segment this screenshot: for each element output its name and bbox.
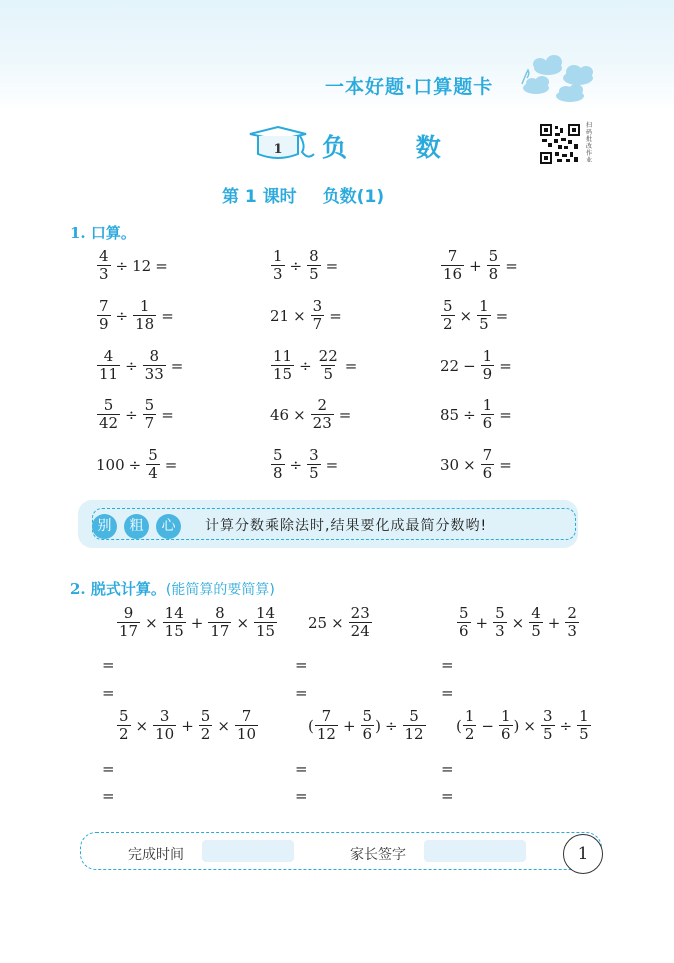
fraction <box>117 708 131 743</box>
numerator: 5 <box>200 707 211 725</box>
fraction <box>235 708 258 743</box>
operator: ÷ <box>115 256 129 275</box>
denominator: 5 <box>579 725 589 743</box>
numerator: 8 <box>149 347 159 365</box>
numerator: 3 <box>309 446 319 464</box>
operator: = <box>164 455 178 474</box>
oral-calc-problem <box>96 248 172 283</box>
operator: × <box>293 306 306 325</box>
fraction <box>565 605 579 640</box>
numerator: 5 <box>459 604 469 622</box>
fraction <box>271 447 285 482</box>
operator: + <box>475 613 489 632</box>
denominator: 3 <box>495 622 505 640</box>
term: ) <box>513 716 520 735</box>
oral-calc-problem <box>96 348 187 383</box>
numerator: 1 <box>139 297 150 315</box>
numerator: 2 <box>317 396 327 414</box>
fraction <box>254 605 277 640</box>
numerator: 1 <box>482 347 493 365</box>
fraction <box>441 298 455 333</box>
numerator: 5 <box>273 446 283 464</box>
operator: ÷ <box>299 356 312 375</box>
denominator: 16 <box>443 265 463 283</box>
fraction <box>493 605 507 640</box>
oral-calc-problem <box>440 447 516 482</box>
numerator: 5 <box>495 604 505 622</box>
fraction <box>477 298 491 333</box>
operator: × <box>236 613 250 632</box>
answer-line-equals: = <box>102 760 115 778</box>
stepwise-problem <box>116 605 278 640</box>
tip-badge-char: 别 <box>92 514 117 539</box>
numerator: 7 <box>99 297 109 315</box>
numerator: 1 <box>464 707 475 725</box>
oral-calc-problem <box>270 447 342 482</box>
answer-line-equals: = <box>441 684 454 702</box>
qr-code-icon[interactable] <box>540 124 580 164</box>
numerator: 1 <box>273 247 283 265</box>
term: 22 <box>440 356 460 375</box>
numerator: 7 <box>447 247 458 265</box>
operator: ÷ <box>128 455 142 474</box>
denominator: 6 <box>362 725 373 743</box>
operator: × <box>217 716 230 735</box>
operator: − <box>481 716 494 735</box>
oral-calc-problem <box>96 447 181 482</box>
answer-line-equals: = <box>441 656 454 674</box>
operator: + <box>342 716 356 735</box>
denominator: 17 <box>119 622 139 640</box>
numerator: 4 <box>103 347 114 365</box>
denominator: 8 <box>488 265 499 283</box>
answer-line-equals: = <box>295 684 308 702</box>
graduation-cap-icon <box>248 126 318 162</box>
operator: × <box>293 405 306 424</box>
operator: + <box>469 256 482 275</box>
denominator: 2 <box>464 725 475 743</box>
operator: × <box>331 613 344 632</box>
fraction <box>317 348 340 383</box>
qr-caption: 扫码批改作业 <box>586 122 593 164</box>
numerator: 1 <box>500 707 511 725</box>
oral-calc-problem <box>96 298 178 333</box>
denominator: 2 <box>200 725 211 743</box>
numerator: 5 <box>103 396 114 414</box>
fraction <box>541 708 555 743</box>
operator: = <box>495 306 509 325</box>
denominator: 10 <box>236 725 257 743</box>
denominator: 6 <box>459 622 469 640</box>
operator: ÷ <box>559 716 573 735</box>
denominator: 11 <box>99 365 119 383</box>
operator: − <box>463 356 476 375</box>
operator: × <box>511 613 525 632</box>
numerator: 4 <box>99 247 109 265</box>
operator: × <box>463 455 476 474</box>
fraction <box>271 348 294 383</box>
section2-heading: 2. 脱式计算。(能简算的要简算) <box>70 580 275 598</box>
denominator: 6 <box>500 725 511 743</box>
lesson-subtitle: 第 1 课时 负数(1) <box>222 187 385 207</box>
fraction <box>271 248 285 283</box>
operator: = <box>499 405 512 424</box>
parent-signature-label: 家长签字 <box>350 847 406 863</box>
numerator: 3 <box>542 707 553 725</box>
fraction <box>481 447 495 482</box>
answer-line-equals: = <box>102 684 115 702</box>
completion-time-field[interactable] <box>202 840 294 862</box>
numerator: 3 <box>312 297 323 315</box>
fraction <box>97 298 111 333</box>
operator: = <box>161 306 174 325</box>
oral-calc-problem <box>440 348 516 383</box>
oral-calc-problem <box>440 248 522 283</box>
numerator: 5 <box>144 396 155 414</box>
denominator: 9 <box>482 365 493 383</box>
answer-line-equals: = <box>295 656 308 674</box>
term: 12 <box>132 256 152 275</box>
operator: ÷ <box>463 405 476 424</box>
term: 21 <box>270 306 290 325</box>
oral-calc-problem <box>440 298 512 333</box>
denominator: 6 <box>482 464 493 482</box>
fraction <box>208 605 231 640</box>
operator: ÷ <box>115 306 129 325</box>
numerator: 3 <box>159 707 170 725</box>
denominator: 5 <box>479 315 489 333</box>
answer-line-equals: = <box>102 656 115 674</box>
fraction <box>481 348 495 383</box>
denominator: 17 <box>210 622 230 640</box>
stepwise-problem <box>456 605 580 640</box>
numerator: 5 <box>362 707 373 725</box>
denominator: 5 <box>542 725 553 743</box>
term: ( <box>456 716 462 735</box>
term: 100 <box>96 455 125 474</box>
fraction <box>487 248 501 283</box>
tip-text: 计算分数乘除法时,结果要化成最简分数哟! <box>205 518 488 534</box>
numerator: 7 <box>321 707 332 725</box>
fraction <box>133 298 156 333</box>
stepwise-problem <box>308 605 373 640</box>
numerator: 8 <box>215 604 225 622</box>
oral-calc-problem <box>96 397 178 432</box>
operator: ÷ <box>125 405 138 424</box>
fraction <box>199 708 213 743</box>
brand-title: 一本好题·口算题卡 <box>325 76 494 98</box>
operator: ÷ <box>289 455 303 474</box>
numerator: 11 <box>273 347 293 365</box>
tip-badge-char: 心 <box>156 514 181 539</box>
numerator: 1 <box>479 297 489 315</box>
denominator: 33 <box>144 365 164 383</box>
term: ( <box>308 716 314 735</box>
fraction <box>97 348 120 383</box>
numerator: 5 <box>488 247 499 265</box>
fraction <box>307 447 321 482</box>
denominator: 8 <box>273 464 283 482</box>
numerator: 23 <box>350 604 370 622</box>
numerator: 1 <box>482 396 493 414</box>
operator: = <box>499 455 512 474</box>
oral-calc-problem <box>270 397 355 432</box>
oral-calc-problem <box>270 248 342 283</box>
denominator: 5 <box>323 365 333 383</box>
fraction <box>349 605 372 640</box>
fraction <box>481 397 495 432</box>
fraction <box>153 708 176 743</box>
answer-line-equals: = <box>441 787 454 805</box>
page-title: 负 数 <box>322 133 471 162</box>
denominator: 42 <box>99 414 119 432</box>
denominator: 15 <box>273 365 293 383</box>
operator: = <box>170 356 184 375</box>
oral-calc-problem <box>270 348 361 383</box>
fraction <box>143 348 166 383</box>
fraction <box>97 248 111 283</box>
denominator: 12 <box>404 725 424 743</box>
denominator: 3 <box>99 265 109 283</box>
numerator: 8 <box>309 247 319 265</box>
denominator: 3 <box>567 622 577 640</box>
fraction <box>361 708 375 743</box>
operator: + <box>547 613 561 632</box>
fraction <box>163 605 186 640</box>
operator: ÷ <box>384 716 398 735</box>
fraction <box>311 397 334 432</box>
operator: + <box>190 613 204 632</box>
numerator: 9 <box>123 604 134 622</box>
denominator: 10 <box>155 725 175 743</box>
numerator: 4 <box>531 604 541 622</box>
operator: ÷ <box>125 356 138 375</box>
operator: = <box>161 405 174 424</box>
operator: = <box>344 356 358 375</box>
operator: = <box>505 256 518 275</box>
denominator: 2 <box>119 725 129 743</box>
stepwise-problem <box>456 708 592 743</box>
denominator: 5 <box>531 622 541 640</box>
denominator: 9 <box>99 315 109 333</box>
oral-calc-problem <box>440 397 516 432</box>
answer-line-equals: = <box>102 787 115 805</box>
operator: = <box>329 306 342 325</box>
numerator: 14 <box>164 604 184 622</box>
answer-line-equals: = <box>295 787 308 805</box>
fraction <box>463 708 477 743</box>
numerator: 7 <box>241 707 252 725</box>
denominator: 24 <box>350 622 370 640</box>
oral-calc-problem <box>270 298 346 333</box>
denominator: 4 <box>148 464 158 482</box>
parent-signature-field[interactable] <box>424 840 526 862</box>
operator: = <box>325 455 339 474</box>
section1-heading: 1. 口算。 <box>70 224 136 242</box>
fraction <box>143 397 157 432</box>
fraction <box>441 248 464 283</box>
fraction <box>457 605 471 640</box>
denominator: 23 <box>312 414 332 432</box>
numerator: 5 <box>119 707 129 725</box>
answer-line-equals: = <box>295 760 308 778</box>
numerator: 7 <box>482 446 493 464</box>
denominator: 3 <box>273 265 283 283</box>
term: 46 <box>270 405 290 424</box>
numerator: 5 <box>409 707 419 725</box>
fraction <box>146 447 160 482</box>
numerator: 1 <box>579 707 589 725</box>
term: 25 <box>308 613 328 632</box>
answer-line-equals: = <box>441 760 454 778</box>
fraction <box>117 605 140 640</box>
completion-time-label: 完成时间 <box>128 847 184 863</box>
operator: × <box>135 716 149 735</box>
denominator: 5 <box>309 265 319 283</box>
term: 85 <box>440 405 460 424</box>
fraction <box>499 708 513 743</box>
fraction <box>403 708 426 743</box>
fraction <box>315 708 338 743</box>
operator: ÷ <box>289 256 303 275</box>
denominator: 15 <box>164 622 184 640</box>
stepwise-problem <box>116 708 259 743</box>
fraction <box>311 298 325 333</box>
operator: = <box>325 256 339 275</box>
denominator: 7 <box>312 315 323 333</box>
stepwise-problem <box>308 708 427 743</box>
clouds-icon <box>520 50 600 106</box>
fraction <box>307 248 321 283</box>
operator: = <box>155 256 168 275</box>
cap-number: 1 <box>273 142 283 157</box>
page-number: 1 <box>563 834 603 874</box>
numerator: 22 <box>318 347 338 365</box>
denominator: 15 <box>256 622 276 640</box>
numerator: 14 <box>256 604 276 622</box>
numerator: 5 <box>443 297 453 315</box>
operator: × <box>145 613 158 632</box>
denominator: 18 <box>135 315 155 333</box>
fraction <box>529 605 543 640</box>
operator: × <box>459 306 473 325</box>
operator: × <box>523 716 536 735</box>
term: 30 <box>440 455 460 474</box>
fraction <box>97 397 120 432</box>
operator: = <box>499 356 512 375</box>
denominator: 6 <box>482 414 493 432</box>
operator: = <box>338 405 352 424</box>
numerator: 2 <box>567 604 577 622</box>
denominator: 2 <box>443 315 453 333</box>
numerator: 5 <box>148 446 158 464</box>
denominator: 12 <box>316 725 336 743</box>
denominator: 5 <box>309 464 319 482</box>
operator: + <box>181 716 194 735</box>
fraction <box>577 708 591 743</box>
tip-badge-char: 粗 <box>124 514 149 539</box>
denominator: 7 <box>144 414 155 432</box>
term: ) <box>375 716 381 735</box>
